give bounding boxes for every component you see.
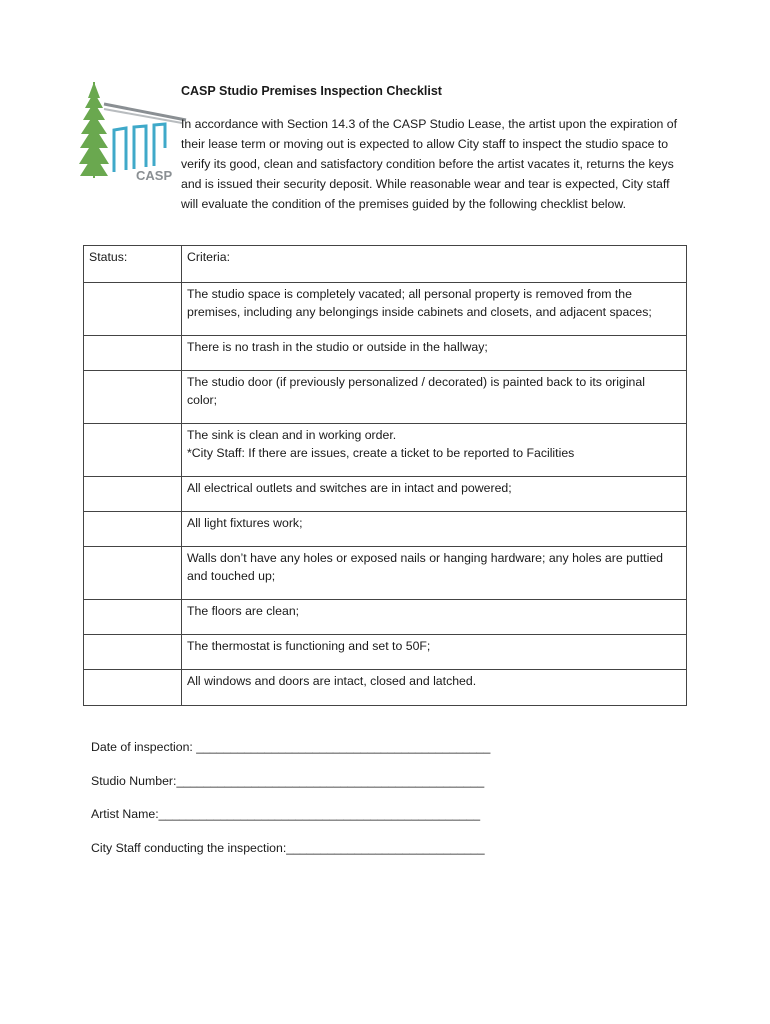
criteria-line: All windows and doors are intact, closed and latched. [187, 674, 477, 688]
inspection-checklist-table [83, 245, 687, 706]
status-cell[interactable] [84, 547, 182, 600]
criteria-line: The sink is clean and in working order. [187, 428, 397, 442]
criteria-cell [182, 547, 687, 600]
criteria-line: The studio space is completely vacated; all personal property is removed from the [187, 287, 632, 301]
field-label: Artist Name: [91, 807, 159, 821]
artist-name-field[interactable] [91, 805, 611, 839]
criteria-cell [182, 336, 687, 371]
criteria-line: There is no trash in the studio or outside in the hallway; [187, 340, 488, 354]
field-label: Studio Number: [91, 773, 177, 788]
criteria-cell [182, 670, 687, 706]
criteria-line: All light fixtures work; [187, 516, 303, 530]
table-row [84, 547, 687, 600]
criteria-cell [182, 283, 687, 336]
studio-number-field[interactable] [91, 772, 611, 806]
roof-icon [104, 104, 186, 123]
doors-icon [114, 124, 165, 172]
table-row [84, 512, 687, 547]
criteria-line: Walls don’t have any holes or exposed nails or hanging hardware; any holes are puttied [187, 551, 663, 565]
status-header: Status: [84, 246, 182, 283]
table-row [84, 600, 687, 635]
table-row [84, 283, 687, 336]
city-staff-field[interactable] [91, 839, 611, 873]
status-cell[interactable] [84, 371, 182, 424]
table-row [84, 670, 687, 706]
field-blank[interactable]: _____________________________ [286, 840, 485, 855]
table-row [84, 477, 687, 512]
status-cell[interactable] [84, 283, 182, 336]
table-header-row [84, 246, 687, 283]
criteria-line: color; [187, 392, 218, 407]
field-blank[interactable]: _____________________________________________ [176, 773, 485, 788]
criteria-line: The studio door (if previously personalized / decorated) is painted back to its original [187, 375, 645, 389]
field-blank[interactable]: _______________________________________________ [158, 807, 481, 821]
status-cell[interactable] [84, 477, 182, 512]
status-cell[interactable] [84, 635, 182, 670]
table-row [84, 371, 687, 424]
field-blank[interactable]: ___________________________________________ [196, 740, 491, 754]
criteria-cell [182, 600, 687, 635]
criteria-cell [182, 635, 687, 670]
status-cell[interactable] [84, 670, 182, 706]
status-cell[interactable] [84, 600, 182, 635]
criteria-line: All electrical outlets and switches are in intact and powered; [187, 481, 512, 495]
casp-logo [78, 76, 188, 184]
date-of-inspection-field[interactable] [91, 738, 611, 772]
criteria-cell [182, 424, 687, 477]
criteria-cell [182, 512, 687, 547]
header [181, 82, 686, 214]
criteria-header: Criteria: [182, 246, 687, 283]
intro-paragraph: In accordance with Section 14.3 of the CASP Studio Lease, the artist upon the expiration of their lease term or moving out is expected to allow City staff to inspect the studio space to verify its good, clean and satisfactory condition before the artist vacates it, returns the keys and is issued their security deposit. While reasonable wear and tear is expected, City staff will evaluate the condition of the premises guided by the following checklist below. [181, 117, 678, 211]
criteria-line: *City Staff: If there are issues, create a ticket to be reported to Facilities [187, 445, 575, 460]
table-row [84, 635, 687, 670]
table-row [84, 336, 687, 371]
logo-wordmark: CASP [136, 168, 173, 183]
criteria-cell [182, 371, 687, 424]
criteria-line: premises, including any belongings inside cabinets and closets, and adjacent spaces; [187, 304, 652, 319]
status-cell[interactable] [84, 336, 182, 371]
field-label: Date of inspection: [91, 740, 197, 754]
criteria-line: The floors are clean; [187, 604, 300, 618]
tree-icon [79, 82, 109, 176]
status-cell[interactable] [84, 424, 182, 477]
criteria-line: and touched up; [187, 568, 276, 583]
inspection-fields [91, 738, 611, 872]
page-title: CASP Studio Premises Inspection Checklist [181, 84, 442, 98]
status-cell[interactable] [84, 512, 182, 547]
criteria-cell [182, 477, 687, 512]
table-row [84, 424, 687, 477]
field-label: City Staff conducting the inspection: [91, 840, 287, 855]
criteria-line: The thermostat is functioning and set to 50F; [187, 639, 431, 653]
